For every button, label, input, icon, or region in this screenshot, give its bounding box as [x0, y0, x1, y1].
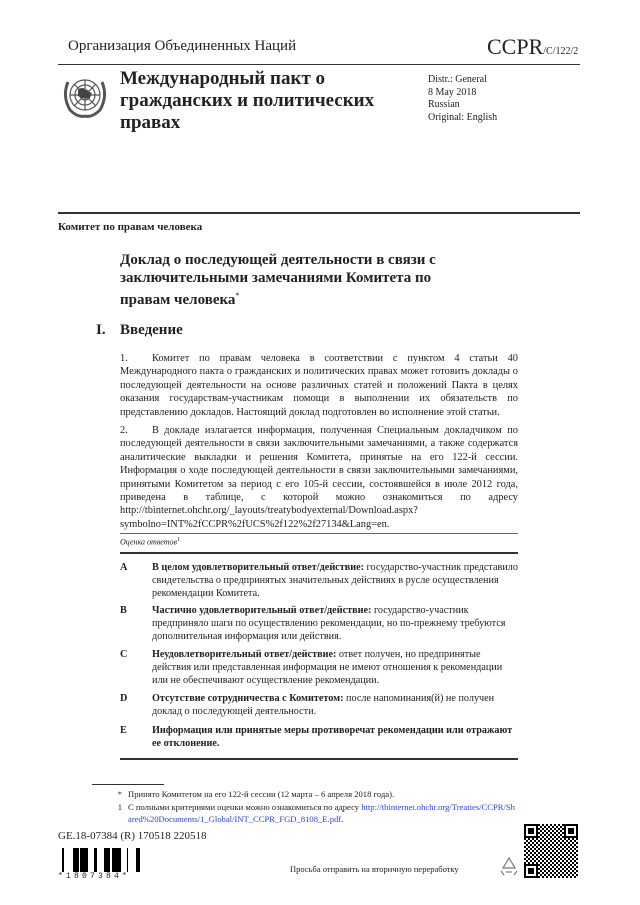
header-rule — [58, 64, 580, 65]
language: Russian — [428, 99, 460, 110]
row-heading: Частично удовлетворительный ответ/действие: — [152, 605, 372, 616]
table-bottom-rule — [120, 758, 518, 760]
report-title — [120, 251, 440, 309]
row-text: государство-участник предприняло шаги по осуществлению рекомендации, но по-прежнему требуются дополнительная информация или действия. — [152, 605, 506, 642]
assessment-caption — [120, 537, 180, 547]
footnote-end: . — [341, 814, 344, 824]
footnote-mark: * — [117, 789, 122, 799]
assessment-row-b — [120, 604, 518, 643]
assessment-row-c — [120, 648, 518, 687]
symbol-main: CCPR — [487, 34, 544, 59]
section-number: I. — [96, 322, 106, 338]
distr: Distr.: General — [428, 74, 487, 85]
symbol-suffix: /C/122/2 — [543, 46, 579, 57]
date: 8 May 2018 — [428, 86, 477, 98]
footnote-link[interactable]: http://tbinternet.ohchr.org/Treaties/CCPR/Shared%20Documents/1_Global/INT_CCPR_FGD_8108_E.pdf — [128, 802, 515, 824]
footnote-ref: 1 — [176, 537, 180, 543]
paragraph-text: В докладе излагается информация, полученная Специальным докладчиком по последующей деятельности в связи заключительными замечаниями, а также содержатся аналитические выкладки и решения Комитета, принятые на его 122-й сессии. Информация о ходе последующей деятельности в связи заключительными замечаниями, принятыми Комитетом за период с его 105-й сессии, состоявшейся в июле 2012 года, приведена в таблице, с которой можно ознакомиться по адресу http://tbinternet.ohchr.org/_layouts/treatybodyexternal/Download.aspx?symbolno=INT%2fCCPR%2fUCS%2f122%2f27134&Lang=en. — [120, 425, 518, 530]
assessment-row-e — [120, 724, 518, 750]
barcode-text: *1807384* — [58, 872, 131, 881]
footnote-rule — [92, 784, 164, 785]
original-language: Original: English — [428, 111, 498, 123]
row-heading: В целом удовлетворительный ответ/действие: — [152, 562, 364, 573]
section-title: Введение — [120, 322, 183, 338]
assessment-row-a — [120, 561, 518, 600]
document-symbol — [487, 34, 578, 60]
paragraph-text: Комитет по правам человека в соответствии с пунктом 4 статьи 40 Международного пакта о гражданских и политических правах может готовить доклады о последующей деятельности на основе различных статей и положений Пакта в целях оказания государствам-участникам помощи в выполнении их обязательств по представлению докладов. Настоящий доклад подготовлен во исполнение этой статьи. — [120, 353, 518, 418]
un-emblem-icon — [60, 70, 110, 120]
distribution-block — [428, 74, 497, 124]
thick-rule — [58, 212, 580, 214]
paragraph-2 — [120, 424, 518, 531]
committee-name: Комитет по правам человека — [58, 221, 203, 233]
row-heading: Отсутствие сотрудничества с Комитетом: — [152, 693, 344, 704]
caption-text: Оценка ответов — [120, 537, 177, 547]
table-top-rule — [120, 533, 518, 534]
footnote-text: Принято Комитетом на его 122-й сессии (12 марта – 6 апреля 2018 года). — [128, 789, 395, 799]
row-letter: C — [120, 649, 128, 660]
footnote-star — [110, 788, 530, 800]
paragraph-number: 1. — [120, 353, 128, 364]
row-letter: B — [120, 605, 127, 616]
paragraph-number: 2. — [120, 425, 128, 436]
row-heading: Информация или принятые меры противоречат рекомендации или отражают ее отклонение. — [152, 725, 513, 749]
row-letter: A — [120, 562, 128, 573]
report-title-text: Доклад о последующей деятельности в связи с заключительными замечаниями Комитета по правам человека — [120, 252, 436, 308]
row-heading: Неудовлетворительный ответ/действие: — [152, 649, 337, 660]
footnote-ref: * — [235, 291, 240, 300]
footnote-1 — [110, 801, 518, 825]
document-title: Международный пакт о гражданских и политических правах — [120, 68, 375, 133]
footnote-mark: 1 — [117, 802, 122, 812]
table-header-rule — [120, 552, 518, 554]
footnote-text: С полными критериями оценки можно ознакомиться по адресу — [128, 802, 362, 812]
recycle-text: Просьба отправить на вторичную переработку — [290, 864, 459, 874]
row-text: ответ получен, но предпринятые действия или представленная информация не имеют отношения к рекомендации или не обеспечивают осуществление рекомендации. — [152, 649, 503, 686]
paragraph-1 — [120, 352, 518, 419]
row-letter: E — [120, 725, 127, 736]
row-letter: D — [120, 693, 128, 704]
barcode-icon — [58, 848, 140, 872]
row-text: государство-участник представило свидетельства о предпринятых значительных действиях в русле осуществления рекомендации Комитета. — [152, 562, 518, 599]
row-text: после напоминания(й) не получен доклад о последующей деятельности. — [152, 693, 495, 717]
job-number: GE.18-07384 (R) 170518 220518 — [58, 830, 207, 842]
recycle-icon — [498, 855, 520, 877]
assessment-row-d — [120, 692, 518, 718]
qr-code-icon — [524, 824, 578, 878]
organization-name: Организация Объединенных Наций — [68, 38, 297, 54]
